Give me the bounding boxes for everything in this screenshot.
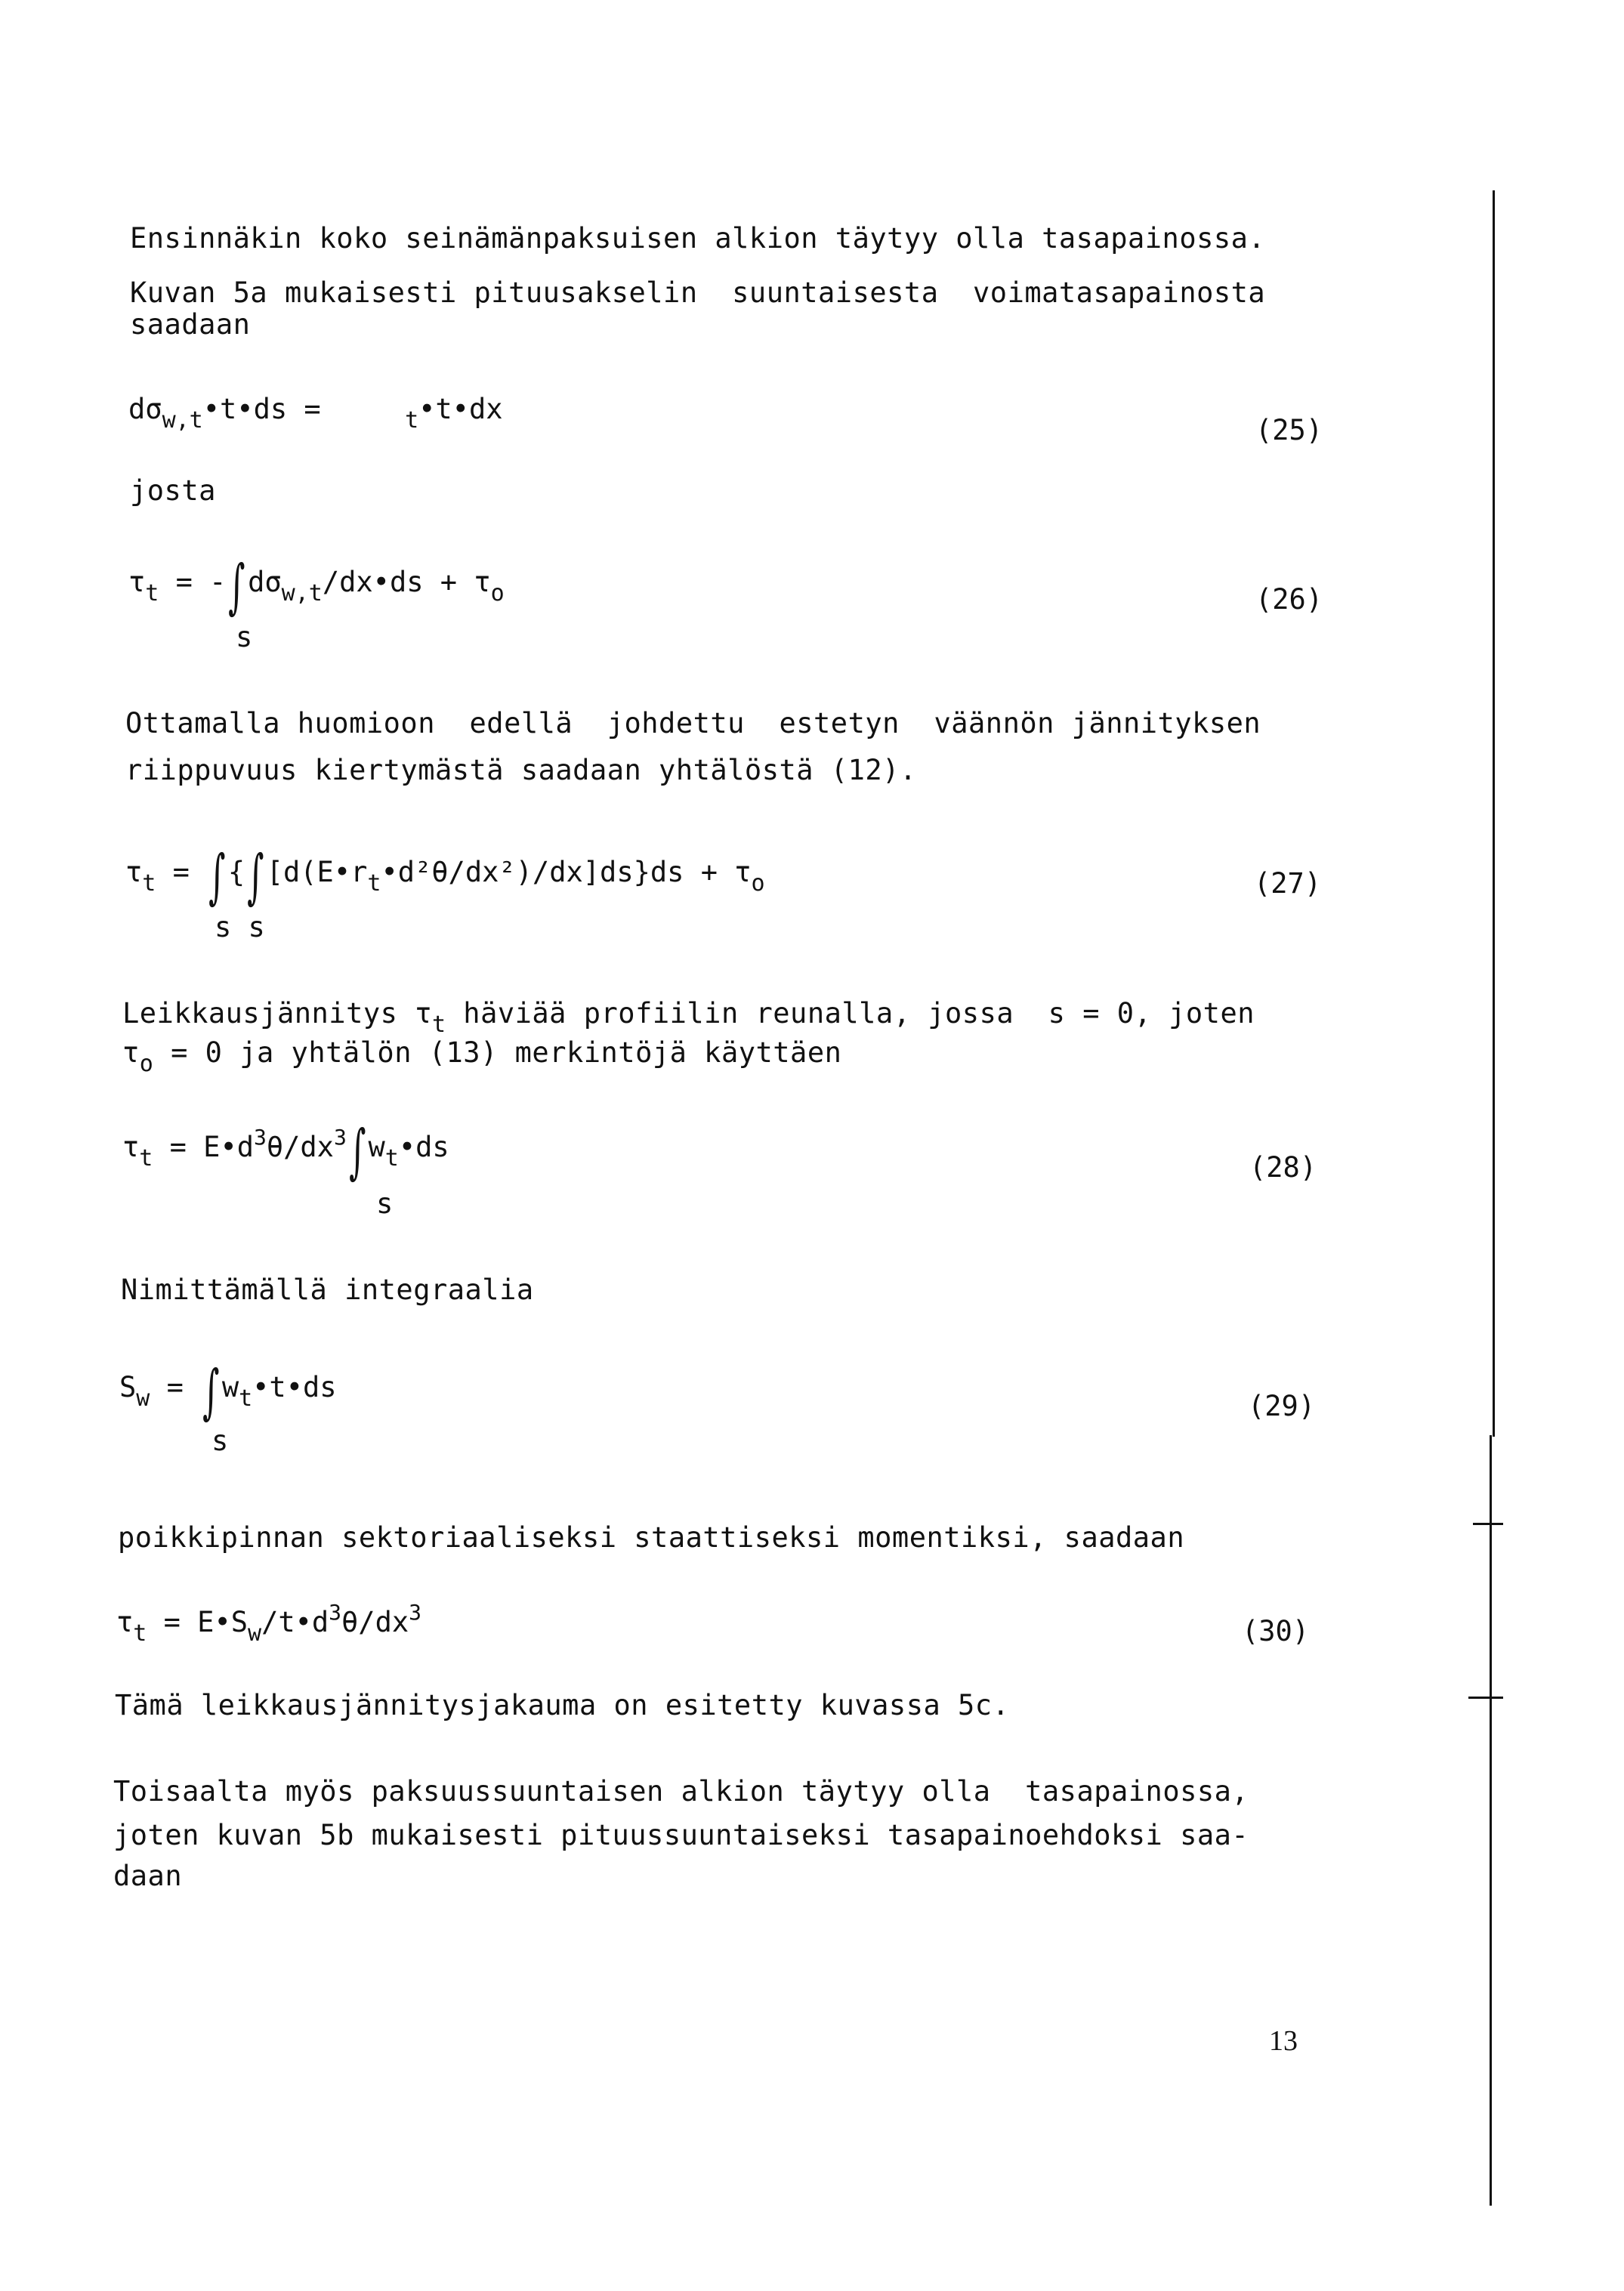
equation-29-number: (29) xyxy=(1248,1390,1316,1422)
paragraph-4: Nimittämällä integraalia xyxy=(121,1274,534,1306)
paragraph-1-line-1: Ensinnäkin koko seinämänpaksuisen alkion täytyy olla tasapainossa. xyxy=(130,222,1266,255)
paragraph-3-line-2-text: = 0 ja yhtälön (13) merkintöjä käyttäen xyxy=(153,1036,842,1069)
integral-sign: ∫ xyxy=(247,843,264,911)
integral-sign: ∫ xyxy=(348,1118,366,1186)
paragraph-7-line-3: daan xyxy=(113,1860,183,1892)
equation-29-lower-limit: s xyxy=(211,1425,229,1457)
paragraph-3-line-1-end: häviää profiilin reunalla, jossa s = 0, joten xyxy=(446,997,1255,1030)
equation-27-number: (27) xyxy=(1254,867,1322,900)
equation-28-lower-limit: s xyxy=(376,1187,394,1220)
paragraph-2-line-2: riippuvuus kiertymästä saadaan yhtälöstä (12). xyxy=(125,754,917,786)
equation-26-lower-limit: s xyxy=(236,621,253,653)
integral-sign: ∫ xyxy=(208,843,226,911)
paragraph-3-line-1-start: Leikkausjännitys τ xyxy=(122,997,432,1030)
equation-30-number: (30) xyxy=(1242,1615,1310,1647)
paragraph-5: poikkipinnan sektoriaaliseksi staattiseksi momentiksi, saadaan xyxy=(118,1521,1185,1554)
paragraph-1-line-2: Kuvan 5a mukaisesti pituusakselin suuntaisesta voimatasapainosta xyxy=(130,276,1266,309)
equation-25: $d\sigma_{w,t}•t•ds$ = $_t$•t•dx xyxy=(128,393,503,434)
margin-tick-upper xyxy=(1473,1523,1503,1525)
paragraph-2-line-1: Ottamalla huomioon edellä johdettu estetyn väännön jännityksen xyxy=(125,707,1261,739)
equation-28-number: (28) xyxy=(1249,1151,1317,1184)
equation-27: $\tau_t$ = $\int\{\int[d(E•r_t•d^2\theta/dx^2)/dx]ds\}ds + \tau_o$ xyxy=(125,843,765,911)
page-number: 13 xyxy=(1269,2025,1298,2057)
margin-tick-lower xyxy=(1468,1697,1503,1699)
margin-rule-lower xyxy=(1490,1435,1492,2206)
equation-28: $\tau_t$ = $E•d^3\theta/dx^3\int w_t•ds$ xyxy=(122,1118,449,1186)
equation-27-lower-limits: s s xyxy=(215,911,265,943)
equation-29: $S_w$ = $\int w_t•t•ds$ xyxy=(119,1358,337,1426)
paragraph-7-line-1: Toisaalta myös paksuussuuntaisen alkion täytyy olla tasapainossa, xyxy=(113,1775,1249,1808)
paragraph-6: Tämä leikkausjännitysjakauma on esitetty kuvassa 5c. xyxy=(115,1689,1010,1721)
paragraph-1-line-3: saadaan xyxy=(130,308,251,341)
equation-26-number: (26) xyxy=(1255,583,1323,616)
equation-30: $\tau_t$ = $E•S_w/t•d^3\theta/dx^3$ xyxy=(116,1600,421,1647)
margin-rule-upper xyxy=(1493,190,1495,1437)
paragraph-3-line-2: $\tau_o = 0$ ja yhtälön (13) merkintöjä käyttäen xyxy=(122,1036,842,1077)
equation-25-number: (25) xyxy=(1255,414,1323,446)
paragraph-7-line-2: joten kuvan 5b mukaisesti pituussuuntaiseksi tasapainoehdoksi saa- xyxy=(113,1819,1249,1851)
josta-text: josta xyxy=(130,474,216,507)
integral-sign: ∫ xyxy=(228,553,245,621)
integral-sign: ∫ xyxy=(202,1358,220,1426)
equation-26: $\tau_t$ = $-\int d\sigma_{w,t}/dx•ds + \tau_o$ xyxy=(128,553,505,621)
paragraph-3-line-1: Leikkausjännitys $\tau_t$ häviää profiilin reunalla, jossa s = 0, joten xyxy=(122,997,1255,1038)
